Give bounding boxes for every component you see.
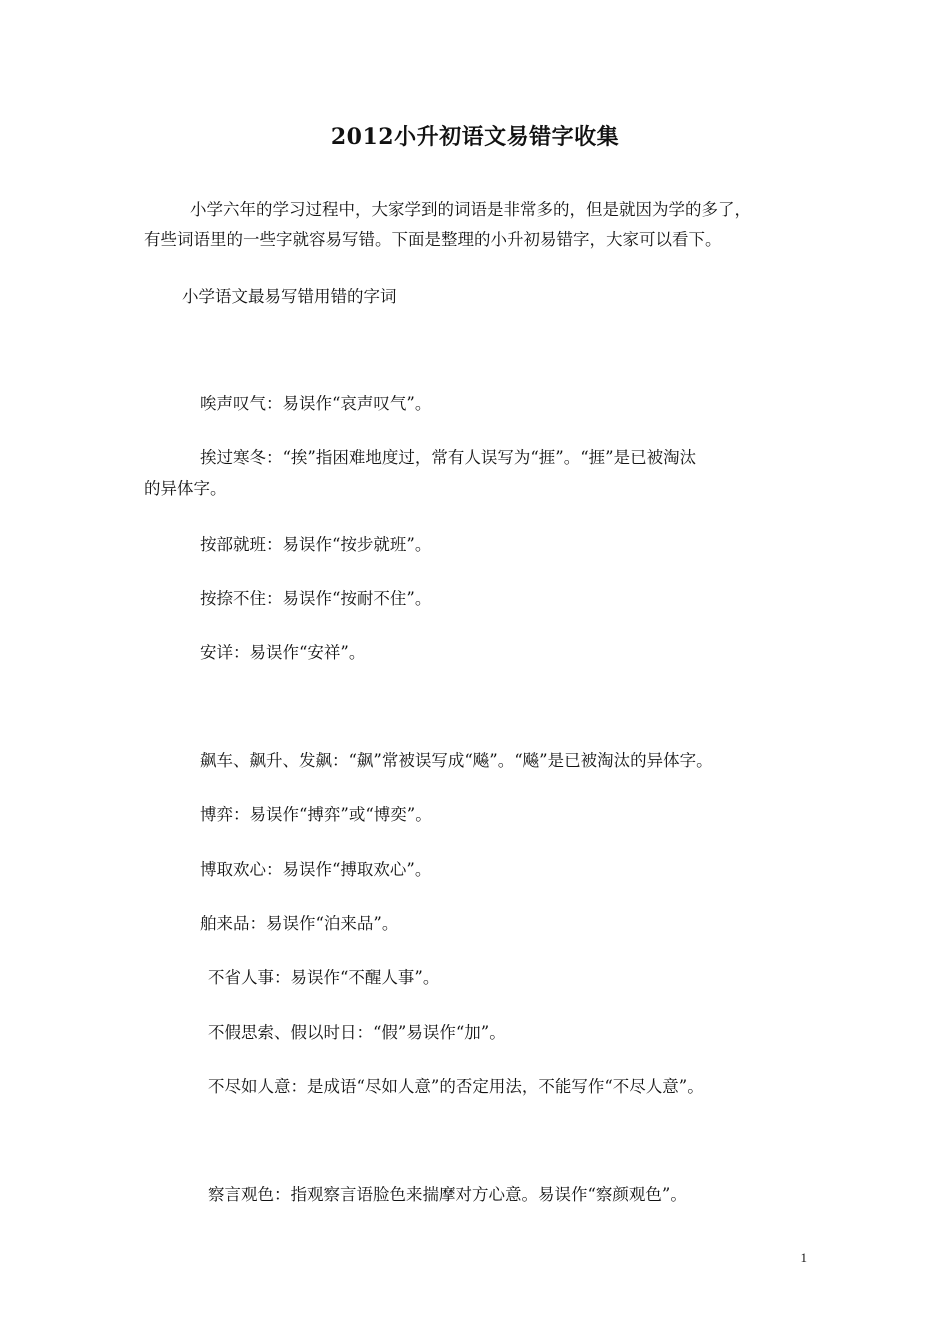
entry-item: 博取欢心：易误作“搏取欢心”。 — [200, 860, 432, 879]
intro-paragraph — [144, 195, 814, 255]
entry-item: 按捺不住：易误作“按耐不住”。 — [200, 589, 432, 608]
entry-item: 不尽如人意：是成语“尽如人意”的否定用法，不能写作“不尽人意”。 — [208, 1077, 704, 1096]
entry-item: 舶来品：易误作“泊来品”。 — [200, 914, 399, 933]
entry-item: 飙车、飙升、发飙：“飙”常被误写成“飚”。“飚”是已被淘汰的异体字。 — [200, 751, 713, 770]
entry-item: 挨过寒冬：“挨”指困难地度过，常有人误写为“捱”。“捱”是已被淘汰 — [200, 448, 697, 467]
intro-line-1: 小学六年的学习过程中，大家学到的词语是非常多的，但是就因为学的多了， — [190, 200, 751, 219]
section-heading: 小学语文最易写错用错的字词 — [182, 287, 397, 306]
entry-item: 不省人事：易误作“不醒人事”。 — [208, 968, 440, 987]
entry-item: 博弈：易误作“搏弈”或“博奕”。 — [200, 805, 432, 824]
document-title: 2012小升初语文易错字收集 — [330, 124, 620, 150]
intro-line-2: 有些词语里的一些字就容易写错。下面是整理的小升初易错字，大家可以看下。 — [144, 230, 722, 249]
entry-item: 察言观色：指观察言语脸色来揣摩对方心意。易误作“察颜观色”。 — [208, 1185, 687, 1204]
entry-item: 不假思索、假以时日：“假”易误作“加”。 — [208, 1023, 506, 1042]
entry-item: 安详：易误作“安祥”。 — [200, 643, 366, 662]
entry-item-continuation: 的异体字。 — [144, 479, 227, 498]
page-number: 1 — [800, 1250, 807, 1265]
entry-item: 按部就班：易误作“按步就班”。 — [200, 535, 432, 554]
entry-item: 唉声叹气：易误作“哀声叹气”。 — [200, 394, 432, 413]
